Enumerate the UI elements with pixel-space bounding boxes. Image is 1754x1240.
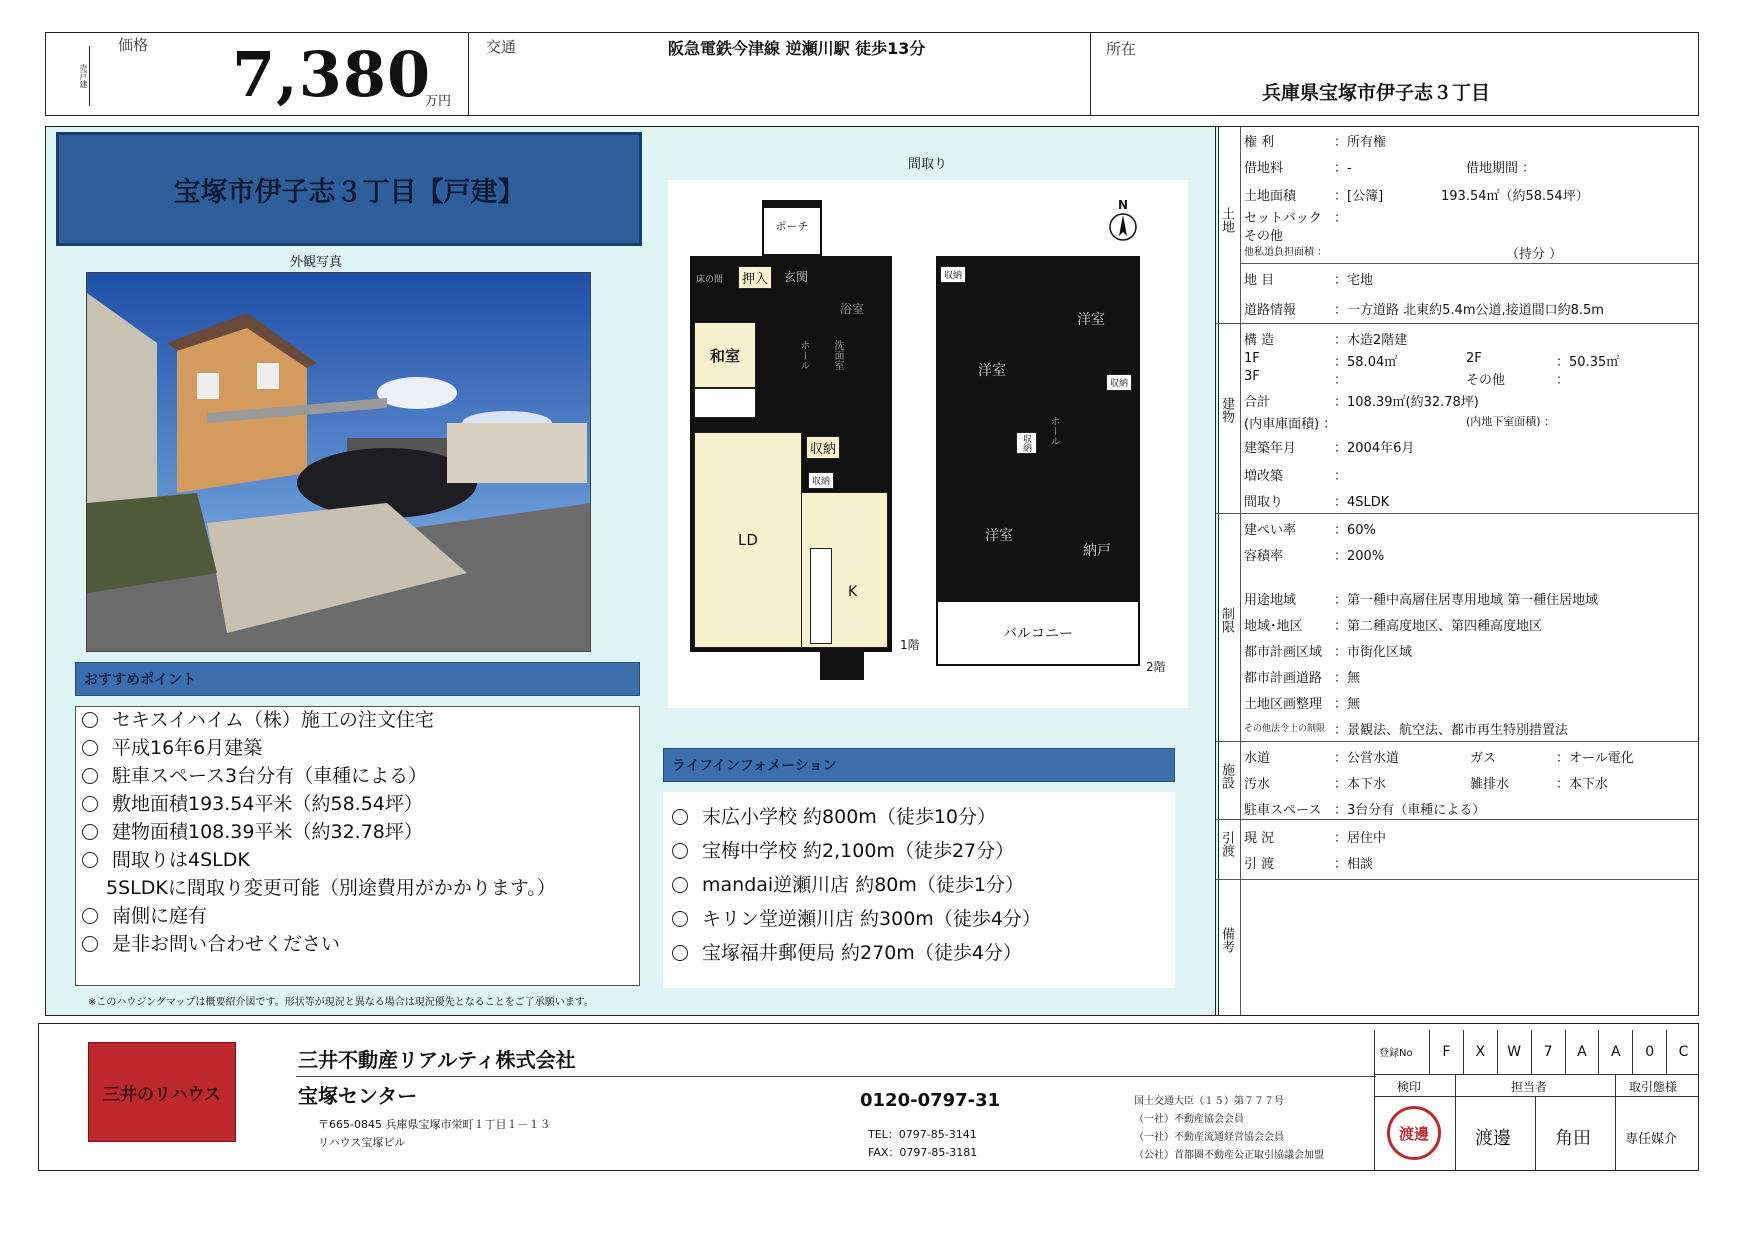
- person-2: 角田: [1555, 1128, 1591, 1149]
- balcony: バルコニー: [936, 600, 1140, 666]
- reg-col-divider: [1455, 1074, 1456, 1171]
- spec-row: 3F: [1244, 369, 1260, 384]
- stamp-text: 渡邊: [1398, 1124, 1429, 1143]
- spec-row: 間取り: [1244, 495, 1284, 510]
- kitchen-counter: [810, 548, 832, 644]
- k-label: K: [848, 584, 858, 600]
- circle-icon: [672, 911, 688, 927]
- spec-val: ：3台分有（車種による）: [1334, 803, 1486, 818]
- recommend-list: [82, 706, 632, 958]
- floor1-label: 1階: [900, 638, 920, 652]
- spec-row: 建築年月: [1244, 441, 1297, 456]
- reg-cell: W: [1497, 1030, 1531, 1074]
- spec-val: ：4SLDK: [1334, 495, 1390, 510]
- spec-row: (内車庫面積) ：: [1244, 417, 1337, 432]
- spec-val: （持分 ）: [1506, 247, 1563, 262]
- spec-row: 汚水: [1244, 777, 1271, 792]
- shuno2-label: 収納: [808, 472, 834, 489]
- circle-icon: [82, 740, 98, 756]
- spec-row: 構 造: [1244, 333, 1275, 348]
- license-3: （一社）不動産流通経営協会会員: [1134, 1132, 1284, 1143]
- list-item: 是非お問い合わせください: [82, 930, 632, 958]
- spec-group-divider: [1240, 127, 1241, 1015]
- circle-icon: [82, 936, 98, 952]
- yoshitsu2-room: 洋室: [1048, 264, 1134, 374]
- circle-icon: [82, 908, 98, 924]
- floorplan: [668, 180, 1188, 708]
- spec-divider: [1216, 741, 1698, 742]
- circle-icon: [82, 712, 98, 728]
- group-building: 建物: [1219, 397, 1234, 423]
- list-item: 宝梅中学校 約2,100m（徒歩27分）: [672, 834, 1041, 868]
- spec-val: ：60%: [1334, 523, 1376, 538]
- photo-label: 外観写真: [290, 255, 343, 270]
- spec-row: (内地下室面積) ：: [1466, 415, 1556, 428]
- transport-label: 交通: [486, 38, 517, 56]
- north-label: N: [1118, 198, 1129, 212]
- spec-val: ：公営水道: [1334, 751, 1400, 766]
- porch: ポーチ: [762, 200, 822, 256]
- shuno-label-b: 収納: [1106, 374, 1132, 391]
- list-item: 建物面積108.39平米（約32.78坪）: [82, 818, 632, 846]
- license-4: （公社）首都圏不動産公正取引協議会加盟: [1134, 1150, 1324, 1161]
- list-item: キリン堂逆瀬川店 約300m（徒歩4分）: [672, 902, 1041, 936]
- spec-row: 地 目: [1244, 273, 1275, 288]
- transport-value: 阪急電鉄今津線 逆瀬川駅 徒歩13分: [668, 39, 926, 58]
- license-1: 国土交通大臣（１５）第７７７号: [1134, 1096, 1284, 1107]
- spec-row: 容積率: [1244, 549, 1284, 564]
- list-item: 間取りは4SLDK: [82, 846, 632, 874]
- spec-divider: [1216, 879, 1698, 880]
- spec-val: ：50.35㎡: [1556, 355, 1620, 370]
- yoshitsu1-room: 洋室: [944, 270, 1040, 470]
- group-land: 土地: [1219, 207, 1234, 233]
- reg-divider: [1375, 1074, 1699, 1075]
- spec-divider: [1240, 263, 1698, 264]
- circle-icon: [82, 824, 98, 840]
- property-title: 宝塚市伊子志３丁目【戸建】: [173, 176, 525, 208]
- spec-divider: [1216, 513, 1698, 514]
- spec-row: その他: [1466, 373, 1506, 388]
- spec-divider: [1216, 323, 1698, 324]
- ld-room: LD: [694, 432, 802, 648]
- spec-val: ：本下水: [1556, 777, 1609, 792]
- reg-cell: A: [1565, 1030, 1599, 1074]
- transaction-type: 専任媒介: [1625, 1132, 1678, 1147]
- washitsu-room: 和室: [694, 322, 756, 388]
- spec-val: ：木造2階建: [1334, 333, 1408, 348]
- spec-val: ：第二種高度地区、第四種高度地区: [1334, 619, 1543, 634]
- spec-val: ：市街化区域: [1334, 645, 1413, 660]
- spec-table: [1215, 126, 1699, 1016]
- spec-val: ：所有権: [1334, 135, 1387, 150]
- spec-row: その他: [1244, 229, 1284, 244]
- col-check: 検印: [1397, 1080, 1422, 1094]
- spec-val: ：: [1334, 469, 1348, 484]
- spec-val: ：58.04㎡: [1334, 355, 1398, 370]
- address-line1: 〒665-0845 兵庫県宝塚市栄町１丁目１－１３: [318, 1118, 551, 1131]
- nando-room: 納戸: [1060, 510, 1134, 590]
- senmen-label: 洗面室: [832, 340, 843, 370]
- header-side-label: 売戸建: [60, 46, 90, 106]
- location-label: 所在: [1106, 40, 1137, 58]
- spec-row: 水道: [1244, 751, 1271, 766]
- spec-row: 都市計画道路: [1244, 671, 1323, 686]
- recommend-heading: おすすめポイント: [84, 672, 197, 688]
- genkan-label: 玄関: [784, 270, 809, 284]
- circle-icon: [672, 945, 688, 961]
- life-header: [663, 748, 1175, 782]
- spec-val: ：: [1334, 211, 1348, 226]
- spec-row: 2F: [1466, 351, 1482, 366]
- spec-row: 現 況: [1244, 831, 1275, 846]
- list-item: 末広小学校 約800m（徒歩10分）: [672, 800, 1041, 834]
- spec-row: 借地期間 ：: [1466, 161, 1536, 176]
- spec-row: 合計: [1244, 395, 1271, 410]
- spec-val: ：-: [1334, 161, 1352, 176]
- toko-label: 床の間: [696, 275, 724, 285]
- yoshitsu3-room: 洋室: [944, 480, 1054, 590]
- spec-row: セットバック: [1244, 211, 1322, 226]
- spec-row: 1F: [1244, 351, 1260, 366]
- col-person: 担当者: [1511, 1080, 1548, 1094]
- recommend-header: [75, 662, 640, 696]
- hall1-label: ホール: [798, 340, 809, 370]
- yokushitsu-label: 浴室: [840, 302, 865, 316]
- exterior-photo: [86, 272, 591, 652]
- circle-icon: [82, 768, 98, 784]
- circle-icon: [672, 843, 688, 859]
- washitsu-lower: [694, 388, 756, 418]
- reg-divider: [1375, 1096, 1699, 1097]
- group-limits: 制限: [1219, 607, 1234, 633]
- spec-val: ：: [1556, 373, 1570, 388]
- shuno-label: 収納: [806, 436, 840, 459]
- location-value: 兵庫県宝塚市伊子志３丁目: [1262, 82, 1491, 104]
- shuno-label-c: 収納: [1016, 432, 1037, 454]
- company-logo: [88, 1042, 236, 1142]
- circle-icon: [82, 852, 98, 868]
- spec-row: 土地面積: [1244, 189, 1297, 204]
- reg-cell: 0: [1632, 1030, 1666, 1074]
- reg-cell: F: [1429, 1030, 1463, 1074]
- registration-grid: [1374, 1030, 1699, 1171]
- life-list: [672, 800, 1041, 970]
- spec-row: 駐車スペース: [1244, 803, 1322, 818]
- center-name: 宝塚センター: [298, 1084, 418, 1108]
- spec-val: ：2004年6月: [1334, 441, 1415, 456]
- logo-text: 三井のリハウス: [103, 1084, 221, 1105]
- list-item: 平成16年6月建築: [82, 734, 632, 762]
- spec-row: 借地料: [1244, 161, 1284, 176]
- group-notes: 備考: [1219, 927, 1234, 953]
- list-item: mandai逆瀬川店 約80m（徒歩1分）: [672, 868, 1041, 902]
- price-divider: [468, 32, 469, 116]
- spec-row: 他私道負担面積 ：: [1244, 247, 1328, 258]
- reg-cell: 7: [1531, 1030, 1565, 1074]
- reg-col-divider: [1535, 1096, 1536, 1171]
- group-facility: 施設: [1219, 763, 1234, 789]
- spec-val: ：居住中: [1334, 831, 1387, 846]
- spec-val: ：本下水: [1334, 777, 1387, 792]
- price-unit: 万円: [425, 94, 452, 109]
- floorplan-label: 間取り: [908, 157, 948, 172]
- spec-val: ：景観法、航空法、都市再生特別措置法: [1334, 723, 1569, 738]
- fax-number: FAX：0797-85-3181: [868, 1146, 978, 1159]
- spec-val: ：[公簿]: [1334, 189, 1384, 204]
- spec-row: 土地区画整理: [1244, 697, 1323, 712]
- person-1: 渡邊: [1475, 1128, 1511, 1149]
- reg-cell: C: [1666, 1030, 1700, 1074]
- spec-val: ：無: [1334, 697, 1361, 712]
- group-handover: 引渡: [1219, 831, 1234, 857]
- oshiire-label: 押入: [738, 266, 772, 289]
- spec-val: ：第一種中高層住居専用地域 第一種住居地域: [1334, 593, 1599, 608]
- shuno-label-a: 収納: [940, 266, 966, 283]
- spec-row: 引 渡: [1244, 857, 1275, 872]
- list-item: 敷地面積193.54平米（約58.54坪）: [82, 790, 632, 818]
- floor1-step: [820, 652, 864, 680]
- list-item: 駐車スペース3台分有（車種による）: [82, 762, 632, 790]
- disclaimer: ※このハウジングマップは概要紹介図です。形状等が現況と異なる場合は現況優先となることをご了承願います。: [88, 997, 594, 1008]
- floor2-label: 2階: [1146, 660, 1166, 674]
- price-value: 7,380: [232, 38, 432, 111]
- spec-row: 地域･地区: [1244, 619, 1303, 634]
- reg-col-divider: [1615, 1074, 1616, 1171]
- spec-row: 建ぺい率: [1244, 523, 1297, 538]
- spec-val: 193.54㎡（約58.54坪）: [1441, 189, 1589, 204]
- price-label: 価格: [118, 36, 149, 54]
- hall2-label: ホール: [1048, 416, 1059, 446]
- spec-divider: [1216, 819, 1698, 820]
- spec-val: ：相談: [1334, 857, 1374, 872]
- tel-number: TEL：0797-85-3141: [868, 1128, 977, 1141]
- spec-val: ：108.39㎡(約32.78坪): [1334, 395, 1479, 410]
- spec-row: 増改築: [1244, 469, 1284, 484]
- spec-row: その他法令上の制限: [1244, 724, 1326, 734]
- spec-val: ：オール電化: [1556, 751, 1634, 766]
- circle-icon: [672, 809, 688, 825]
- spec-row: 権 利: [1244, 135, 1275, 150]
- list-item: 南側に庭有: [82, 902, 632, 930]
- address-line2: リハウス宝塚ビル: [318, 1136, 406, 1149]
- list-item: 宝塚福井郵便局 約270m（徒歩4分）: [672, 936, 1041, 970]
- transport-divider: [1090, 32, 1091, 116]
- stamp-seal: [1387, 1106, 1441, 1160]
- phone-number: 0120-0797-31: [860, 1090, 1001, 1111]
- spec-row: 雑排水: [1470, 777, 1510, 792]
- property-title-banner: [56, 132, 642, 246]
- circle-icon: [672, 877, 688, 893]
- list-item-sub: 5SLDKに間取り変更可能（別途費用がかかります。）: [106, 877, 556, 899]
- reg-cell: A: [1598, 1030, 1632, 1074]
- spec-val: ：200%: [1334, 549, 1385, 564]
- spec-row: 都市計画区域: [1244, 645, 1323, 660]
- spec-val: ：宅地: [1334, 273, 1374, 288]
- house-photo-image: [87, 273, 591, 652]
- company-name: 三井不動産リアルティ株式会社: [298, 1048, 576, 1072]
- reg-label: 登録No: [1379, 1048, 1413, 1059]
- reg-cells: [1429, 1030, 1700, 1074]
- reg-cell: X: [1463, 1030, 1497, 1074]
- circle-icon: [82, 796, 98, 812]
- footer-underline: [296, 1076, 1376, 1077]
- life-heading: ライフインフォメーション: [672, 758, 837, 774]
- compass-icon: [1108, 212, 1138, 242]
- license-2: （一社）不動産協会会員: [1134, 1114, 1244, 1125]
- spec-row: 用途地域: [1244, 593, 1297, 608]
- spec-val: ：一方道路 北東約5.4m公道,接道間口約8.5m: [1334, 303, 1604, 318]
- spec-row: 道路情報: [1244, 303, 1297, 318]
- list-item: セキスイハイム（株）施工の注文住宅: [82, 706, 632, 734]
- spec-val: ：: [1334, 373, 1348, 388]
- col-type: 取引態様: [1629, 1080, 1678, 1094]
- spec-row: ガス: [1470, 751, 1497, 766]
- spec-val: ：無: [1334, 671, 1361, 686]
